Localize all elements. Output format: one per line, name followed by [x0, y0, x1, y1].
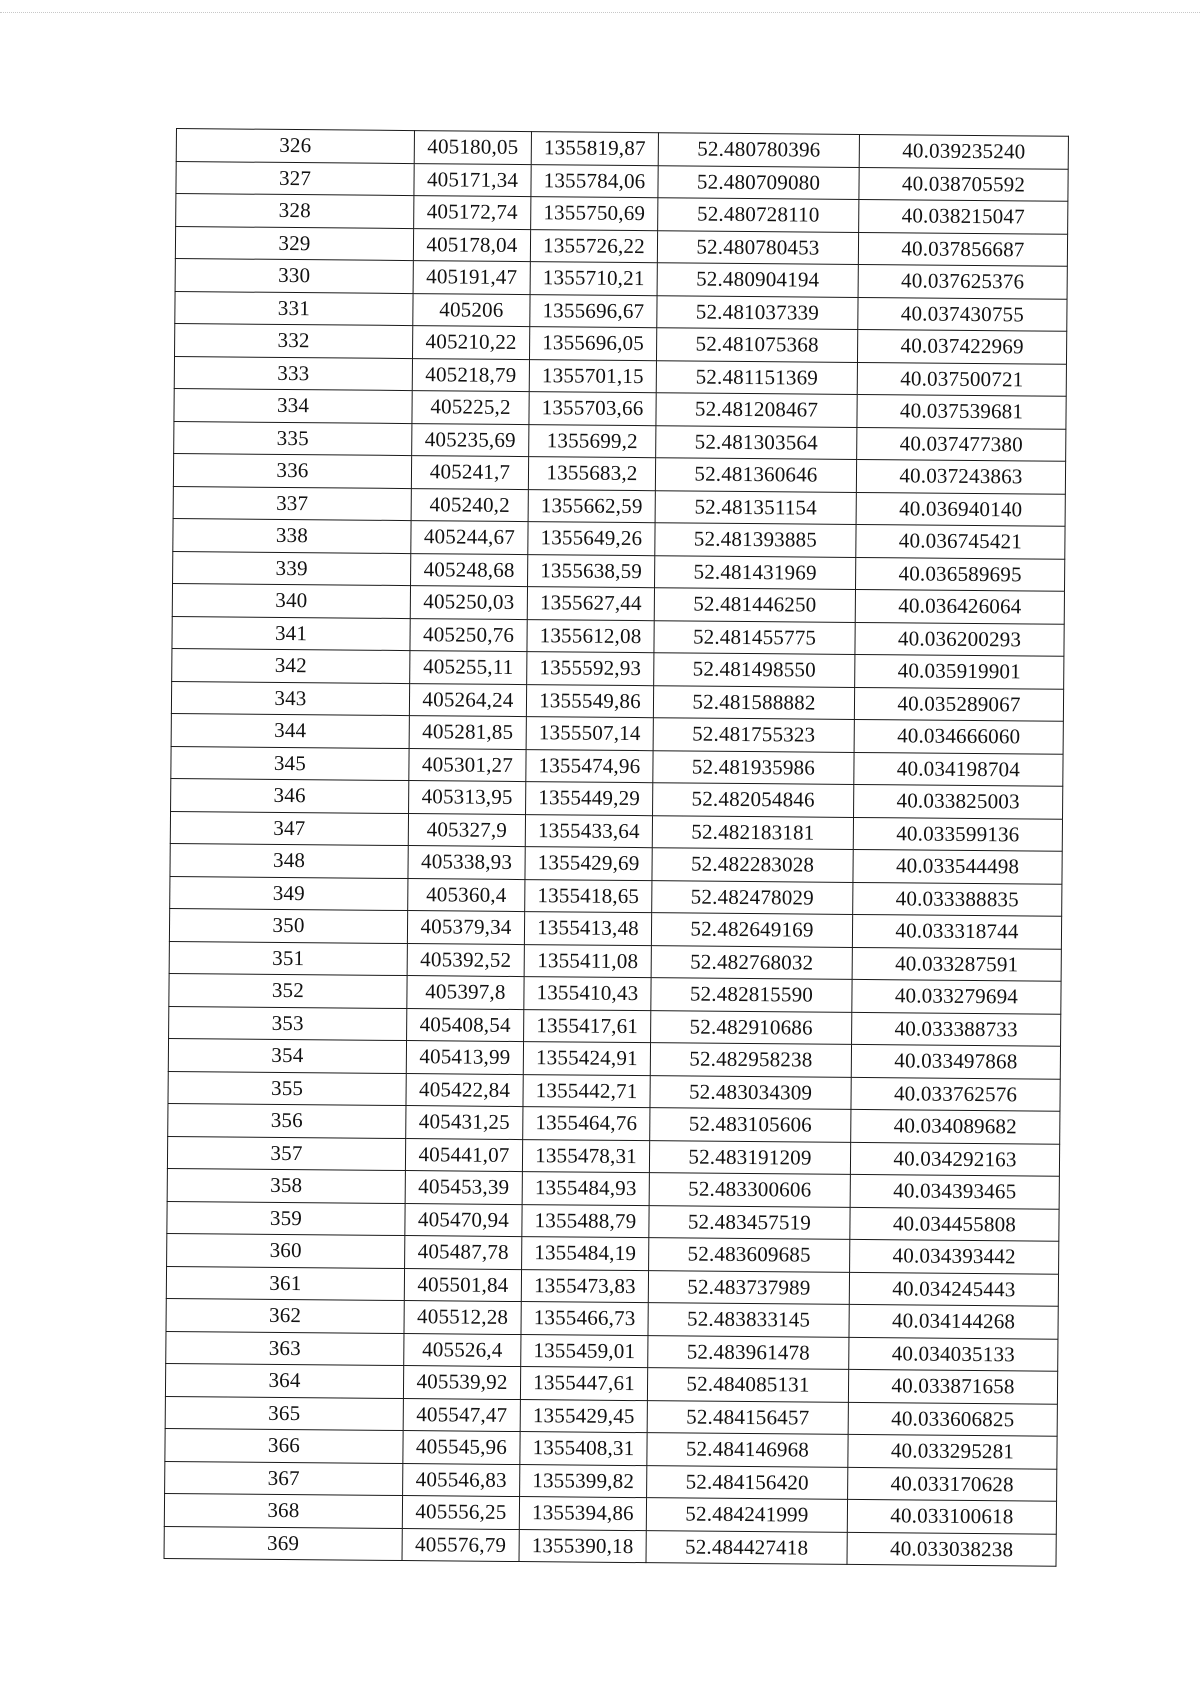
- document-page: [164, 128, 1068, 1567]
- x-coordinate-cell: 405301,27: [409, 748, 526, 782]
- x-coordinate-cell: 405576,79: [402, 1528, 519, 1562]
- latitude-cell: 52.483457519: [649, 1205, 850, 1239]
- y-coordinate-cell: 1355627,44: [527, 587, 654, 621]
- y-coordinate-cell: 1355592,93: [527, 652, 654, 686]
- point-number-cell: 345: [171, 746, 409, 781]
- latitude-cell: 52.481360646: [655, 458, 856, 492]
- longitude-cell: 40.037422969: [857, 329, 1066, 363]
- latitude-cell: 52.484156420: [647, 1465, 848, 1499]
- latitude-cell: 52.481498550: [654, 653, 855, 687]
- latitude-cell: 52.481303564: [656, 425, 857, 459]
- point-number-cell: 333: [174, 356, 412, 391]
- latitude-cell: 52.482054846: [653, 783, 854, 817]
- y-coordinate-cell: 1355411,08: [524, 944, 651, 978]
- longitude-cell: 40.034144268: [849, 1304, 1058, 1338]
- point-number-cell: 356: [168, 1103, 406, 1138]
- longitude-cell: 40.035919901: [855, 654, 1064, 688]
- y-coordinate-cell: 1355484,19: [522, 1237, 649, 1271]
- y-coordinate-cell: 1355390,18: [519, 1529, 646, 1563]
- longitude-cell: 40.033599136: [853, 817, 1062, 851]
- latitude-cell: 52.480728110: [658, 198, 859, 232]
- longitude-cell: 40.034292163: [850, 1142, 1059, 1176]
- longitude-cell: 40.033038238: [847, 1532, 1056, 1566]
- x-coordinate-cell: 405546,83: [403, 1463, 520, 1497]
- x-coordinate-cell: 405470,94: [405, 1203, 522, 1237]
- y-coordinate-cell: 1355464,76: [523, 1107, 650, 1141]
- longitude-cell: 40.033497868: [851, 1044, 1060, 1078]
- latitude-cell: 52.482815590: [651, 978, 852, 1012]
- point-number-cell: 353: [169, 1006, 407, 1041]
- x-coordinate-cell: 405250,03: [410, 586, 527, 620]
- latitude-cell: 52.482910686: [651, 1010, 852, 1044]
- longitude-cell: 40.034393442: [850, 1239, 1059, 1273]
- latitude-cell: 52.481935986: [653, 750, 854, 784]
- y-coordinate-cell: 1355750,69: [531, 197, 658, 231]
- latitude-cell: 52.480709080: [658, 165, 859, 199]
- latitude-cell: 52.483034309: [650, 1075, 851, 1109]
- x-coordinate-cell: 405556,25: [402, 1496, 519, 1530]
- point-number-cell: 327: [176, 161, 414, 196]
- point-number-cell: 348: [170, 843, 408, 878]
- point-number-cell: 362: [166, 1298, 404, 1333]
- point-number-cell: 337: [173, 486, 411, 521]
- y-coordinate-cell: 1355507,14: [526, 717, 653, 751]
- point-number-cell: 336: [173, 453, 411, 488]
- longitude-cell: 40.033287591: [852, 947, 1061, 981]
- x-coordinate-cell: 405178,04: [413, 228, 530, 262]
- longitude-cell: 40.034198704: [854, 752, 1063, 786]
- x-coordinate-cell: 405180,05: [414, 131, 531, 165]
- longitude-cell: 40.034089682: [851, 1109, 1060, 1143]
- latitude-cell: 52.483300606: [649, 1173, 850, 1207]
- longitude-cell: 40.037243863: [856, 459, 1065, 493]
- x-coordinate-cell: 405526,4: [404, 1333, 521, 1367]
- y-coordinate-cell: 1355649,26: [528, 522, 655, 556]
- longitude-cell: 40.035289067: [854, 687, 1063, 721]
- y-coordinate-cell: 1355447,61: [520, 1367, 647, 1401]
- point-number-cell: 334: [174, 388, 412, 423]
- y-coordinate-cell: 1355466,73: [521, 1302, 648, 1336]
- latitude-cell: 52.484085131: [647, 1368, 848, 1402]
- point-number-cell: 355: [168, 1071, 406, 1106]
- latitude-cell: 52.482283028: [652, 848, 853, 882]
- x-coordinate-cell: 405501,84: [404, 1268, 521, 1302]
- y-coordinate-cell: 1355699,2: [529, 424, 656, 458]
- y-coordinate-cell: 1355429,69: [525, 847, 652, 881]
- latitude-cell: 52.482958238: [650, 1043, 851, 1077]
- point-number-cell: 349: [170, 876, 408, 911]
- x-coordinate-cell: 405338,93: [408, 846, 525, 880]
- longitude-cell: 40.033871658: [848, 1369, 1057, 1403]
- point-number-cell: 367: [165, 1461, 403, 1496]
- point-number-cell: 360: [167, 1233, 405, 1268]
- table-row: [164, 1526, 1056, 1566]
- longitude-cell: 40.036745421: [856, 524, 1065, 558]
- latitude-cell: 52.481075368: [656, 328, 857, 362]
- latitude-cell: 52.481351154: [655, 490, 856, 524]
- longitude-cell: 40.037477380: [857, 427, 1066, 461]
- longitude-cell: 40.036940140: [856, 492, 1065, 526]
- x-coordinate-cell: 405547,47: [403, 1398, 520, 1432]
- point-number-cell: 363: [166, 1331, 404, 1366]
- latitude-cell: 52.481037339: [657, 295, 858, 329]
- point-number-cell: 350: [169, 908, 407, 943]
- longitude-cell: 40.034245443: [849, 1272, 1058, 1306]
- y-coordinate-cell: 1355410,43: [524, 977, 651, 1011]
- longitude-cell: 40.037430755: [858, 297, 1067, 331]
- x-coordinate-cell: 405250,76: [410, 618, 527, 652]
- y-coordinate-cell: 1355484,93: [522, 1172, 649, 1206]
- y-coordinate-cell: 1355819,87: [531, 132, 658, 166]
- y-coordinate-cell: 1355417,61: [524, 1009, 651, 1043]
- point-number-cell: 335: [174, 421, 412, 456]
- latitude-cell: 52.481446250: [654, 588, 855, 622]
- point-number-cell: 359: [167, 1201, 405, 1236]
- point-number-cell: 358: [167, 1168, 405, 1203]
- x-coordinate-cell: 405422,84: [406, 1073, 523, 1107]
- longitude-cell: 40.036200293: [855, 622, 1064, 656]
- latitude-cell: 52.481588882: [653, 685, 854, 719]
- y-coordinate-cell: 1355429,45: [520, 1399, 647, 1433]
- latitude-cell: 52.481151369: [656, 360, 857, 394]
- x-coordinate-cell: 405264,24: [409, 683, 526, 717]
- longitude-cell: 40.037856687: [858, 232, 1067, 266]
- y-coordinate-cell: 1355703,66: [529, 392, 656, 426]
- latitude-cell: 52.483737989: [648, 1270, 849, 1304]
- x-coordinate-cell: 405225,2: [412, 391, 529, 425]
- longitude-cell: 40.034035133: [849, 1337, 1058, 1371]
- point-number-cell: 354: [168, 1038, 406, 1073]
- latitude-cell: 52.483833145: [648, 1303, 849, 1337]
- x-coordinate-cell: 405392,52: [407, 943, 524, 977]
- latitude-cell: 52.482183181: [652, 815, 853, 849]
- longitude-cell: 40.036589695: [855, 557, 1064, 591]
- longitude-cell: 40.037539681: [857, 394, 1066, 428]
- x-coordinate-cell: 405327,9: [408, 813, 525, 847]
- x-coordinate-cell: 405360,4: [408, 878, 525, 912]
- point-number-cell: 366: [165, 1428, 403, 1463]
- coordinates-table: [164, 128, 1069, 1567]
- x-coordinate-cell: 405441,07: [405, 1138, 522, 1172]
- point-number-cell: 331: [175, 291, 413, 326]
- latitude-cell: 52.482649169: [651, 913, 852, 947]
- x-coordinate-cell: 405191,47: [413, 261, 530, 295]
- longitude-cell: 40.039235240: [859, 134, 1068, 168]
- point-number-cell: 330: [175, 258, 413, 293]
- latitude-cell: 52.481755323: [653, 718, 854, 752]
- point-number-cell: 342: [172, 648, 410, 683]
- point-number-cell: 341: [172, 616, 410, 651]
- coordinates-table-body: [164, 129, 1068, 1567]
- y-coordinate-cell: 1355488,79: [522, 1204, 649, 1238]
- y-coordinate-cell: 1355399,82: [520, 1464, 647, 1498]
- x-coordinate-cell: 405210,22: [413, 326, 530, 360]
- point-number-cell: 344: [171, 713, 409, 748]
- x-coordinate-cell: 405487,78: [405, 1236, 522, 1270]
- y-coordinate-cell: 1355473,83: [521, 1269, 648, 1303]
- point-number-cell: 328: [176, 194, 414, 229]
- longitude-cell: 40.033606825: [848, 1402, 1057, 1436]
- longitude-cell: 40.033279694: [852, 979, 1061, 1013]
- longitude-cell: 40.033825003: [854, 784, 1063, 818]
- x-coordinate-cell: 405379,34: [407, 911, 524, 945]
- x-coordinate-cell: 405413,99: [406, 1041, 523, 1075]
- scan-edge-line: [0, 12, 1200, 13]
- x-coordinate-cell: 405431,25: [406, 1106, 523, 1140]
- y-coordinate-cell: 1355442,71: [523, 1074, 650, 1108]
- point-number-cell: 369: [164, 1526, 402, 1561]
- longitude-cell: 40.034455808: [850, 1207, 1059, 1241]
- x-coordinate-cell: 405408,54: [407, 1008, 524, 1042]
- point-number-cell: 340: [172, 583, 410, 618]
- latitude-cell: 52.480780453: [657, 230, 858, 264]
- longitude-cell: 40.033388835: [853, 882, 1062, 916]
- x-coordinate-cell: 405313,95: [409, 781, 526, 815]
- point-number-cell: 339: [173, 551, 411, 586]
- y-coordinate-cell: 1355418,65: [525, 879, 652, 913]
- y-coordinate-cell: 1355696,67: [530, 294, 657, 328]
- latitude-cell: 52.482478029: [652, 880, 853, 914]
- latitude-cell: 52.480780396: [658, 133, 859, 167]
- latitude-cell: 52.483961478: [648, 1335, 849, 1369]
- y-coordinate-cell: 1355710,21: [530, 262, 657, 296]
- latitude-cell: 52.481393885: [655, 523, 856, 557]
- point-number-cell: 352: [169, 973, 407, 1008]
- point-number-cell: 365: [165, 1396, 403, 1431]
- x-coordinate-cell: 405171,34: [414, 163, 531, 197]
- y-coordinate-cell: 1355549,86: [526, 684, 653, 718]
- x-coordinate-cell: 405206: [413, 293, 530, 327]
- longitude-cell: 40.038215047: [859, 199, 1068, 233]
- y-coordinate-cell: 1355638,59: [528, 554, 655, 588]
- y-coordinate-cell: 1355612,08: [527, 619, 654, 653]
- x-coordinate-cell: 405539,92: [403, 1366, 520, 1400]
- x-coordinate-cell: 405397,8: [407, 976, 524, 1010]
- latitude-cell: 52.483609685: [649, 1238, 850, 1272]
- x-coordinate-cell: 405453,39: [405, 1171, 522, 1205]
- latitude-cell: 52.484156457: [647, 1400, 848, 1434]
- latitude-cell: 52.482768032: [651, 945, 852, 979]
- y-coordinate-cell: 1355696,05: [529, 327, 656, 361]
- longitude-cell: 40.037625376: [858, 264, 1067, 298]
- y-coordinate-cell: 1355474,96: [526, 749, 653, 783]
- y-coordinate-cell: 1355726,22: [530, 229, 657, 263]
- x-coordinate-cell: 405545,96: [403, 1431, 520, 1465]
- longitude-cell: 40.036426064: [855, 589, 1064, 623]
- point-number-cell: 329: [175, 226, 413, 261]
- latitude-cell: 52.481208467: [656, 393, 857, 427]
- latitude-cell: 52.484427418: [646, 1530, 847, 1564]
- x-coordinate-cell: 405241,7: [411, 456, 528, 490]
- point-number-cell: 332: [175, 323, 413, 358]
- longitude-cell: 40.033544498: [853, 849, 1062, 883]
- point-number-cell: 368: [164, 1493, 402, 1528]
- longitude-cell: 40.033318744: [852, 914, 1061, 948]
- longitude-cell: 40.037500721: [857, 362, 1066, 396]
- point-number-cell: 343: [171, 681, 409, 716]
- longitude-cell: 40.034666060: [854, 719, 1063, 753]
- latitude-cell: 52.481431969: [655, 555, 856, 589]
- y-coordinate-cell: 1355478,31: [522, 1139, 649, 1173]
- longitude-cell: 40.038705592: [859, 167, 1068, 201]
- longitude-cell: 40.033170628: [848, 1467, 1057, 1501]
- latitude-cell: 52.483191209: [649, 1140, 850, 1174]
- point-number-cell: 338: [173, 518, 411, 553]
- longitude-cell: 40.033762576: [851, 1077, 1060, 1111]
- x-coordinate-cell: 405255,11: [410, 651, 527, 685]
- y-coordinate-cell: 1355683,2: [528, 457, 655, 491]
- x-coordinate-cell: 405248,68: [411, 553, 528, 587]
- point-number-cell: 347: [170, 811, 408, 846]
- y-coordinate-cell: 1355662,59: [528, 489, 655, 523]
- point-number-cell: 364: [165, 1363, 403, 1398]
- point-number-cell: 351: [169, 941, 407, 976]
- longitude-cell: 40.034393465: [850, 1174, 1059, 1208]
- x-coordinate-cell: 405172,74: [414, 196, 531, 230]
- y-coordinate-cell: 1355413,48: [524, 912, 651, 946]
- longitude-cell: 40.033295281: [848, 1434, 1057, 1468]
- y-coordinate-cell: 1355408,31: [520, 1432, 647, 1466]
- longitude-cell: 40.033388733: [852, 1012, 1061, 1046]
- x-coordinate-cell: 405512,28: [404, 1301, 521, 1335]
- y-coordinate-cell: 1355433,64: [525, 814, 652, 848]
- x-coordinate-cell: 405240,2: [411, 488, 528, 522]
- latitude-cell: 52.480904194: [657, 263, 858, 297]
- x-coordinate-cell: 405218,79: [412, 358, 529, 392]
- y-coordinate-cell: 1355449,29: [526, 782, 653, 816]
- x-coordinate-cell: 405244,67: [411, 521, 528, 555]
- y-coordinate-cell: 1355784,06: [531, 164, 658, 198]
- y-coordinate-cell: 1355701,15: [529, 359, 656, 393]
- latitude-cell: 52.483105606: [650, 1108, 851, 1142]
- latitude-cell: 52.481455775: [654, 620, 855, 654]
- point-number-cell: 346: [171, 778, 409, 813]
- x-coordinate-cell: 405235,69: [412, 423, 529, 457]
- x-coordinate-cell: 405281,85: [409, 716, 526, 750]
- y-coordinate-cell: 1355459,01: [521, 1334, 648, 1368]
- point-number-cell: 361: [166, 1266, 404, 1301]
- point-number-cell: 357: [167, 1136, 405, 1171]
- latitude-cell: 52.484146968: [647, 1433, 848, 1467]
- point-number-cell: 326: [176, 129, 414, 164]
- latitude-cell: 52.484241999: [646, 1498, 847, 1532]
- y-coordinate-cell: 1355424,91: [523, 1042, 650, 1076]
- longitude-cell: 40.033100618: [847, 1499, 1056, 1533]
- y-coordinate-cell: 1355394,86: [519, 1497, 646, 1531]
